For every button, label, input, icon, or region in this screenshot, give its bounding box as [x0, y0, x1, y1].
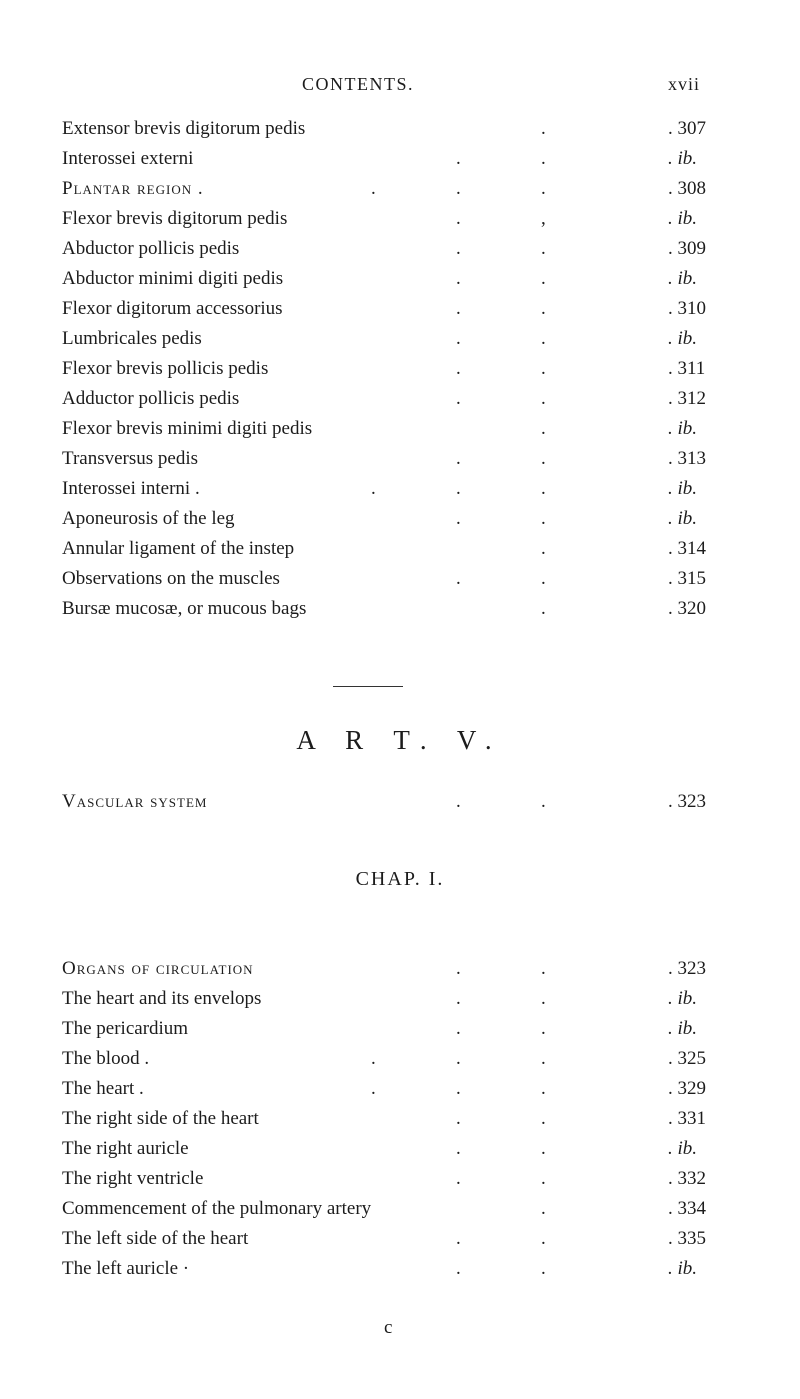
toc-entry-label: Bursæ mucosæ, or mucous bags	[62, 598, 307, 619]
leader-dot: .	[456, 238, 461, 259]
toc-entry-label: Interossei externi	[62, 148, 194, 169]
toc-entry-label: Commencement of the pulmonary artery	[62, 1198, 372, 1219]
toc-entry-page: . ib.	[668, 1018, 698, 1039]
toc-entry	[0, 1167, 800, 1191]
leader-dot: .	[456, 988, 461, 1009]
toc-entry	[0, 1227, 800, 1251]
toc-entry	[0, 387, 800, 411]
running-head	[0, 74, 800, 104]
leader-dot: .	[371, 1078, 376, 1099]
toc-entry-label: The right auricle	[62, 1138, 189, 1159]
toc-entry	[0, 417, 800, 441]
leader-dot: .	[456, 1228, 461, 1249]
toc-entry-label: The right ventricle	[62, 1168, 204, 1189]
toc-entry-page: . 335	[668, 1228, 706, 1249]
toc-entry-page: . ib.	[668, 268, 698, 289]
toc-entry	[0, 957, 800, 981]
toc-entry-label: Interossei interni .	[62, 478, 200, 499]
toc-entry	[0, 237, 800, 261]
leader-dot: .	[541, 1168, 546, 1189]
toc-entry-label: The pericardium	[62, 1018, 189, 1039]
toc-entry	[0, 1017, 800, 1041]
toc-entry-label: Flexor brevis minimi digiti pedis	[62, 418, 313, 439]
leader-dot: .	[456, 268, 461, 289]
toc-entry-label: Transversus pedis	[62, 448, 198, 469]
toc-entry-page: . ib.	[668, 478, 698, 499]
leader-dot: .	[541, 1258, 546, 1279]
toc-entry-page: . 307	[668, 118, 706, 139]
leader-dot: .	[541, 1018, 546, 1039]
leader-dot: .	[456, 1258, 461, 1279]
leader-dot: .	[541, 791, 546, 812]
toc-entry-page: . 323	[668, 958, 706, 979]
toc-entry-page: . 320	[668, 598, 706, 619]
leader-dot: .	[371, 178, 376, 199]
leader-dot: .	[541, 988, 546, 1009]
toc-entry	[0, 567, 800, 591]
leader-dot: .	[456, 1018, 461, 1039]
leader-dot: .	[456, 298, 461, 319]
toc-entry-label: Abductor minimi digiti pedis	[62, 268, 284, 289]
leader-dot: .	[541, 478, 546, 499]
leader-dot: .	[541, 328, 546, 349]
toc-entry-label: The left auricle ·	[62, 1258, 190, 1279]
leader-dot: .	[456, 358, 461, 379]
toc-entry-page: . ib.	[668, 148, 698, 169]
toc-entry-label: Aponeurosis of the leg	[62, 508, 235, 529]
leader-dot: .	[541, 508, 546, 529]
toc-entry-page: . ib.	[668, 988, 698, 1009]
toc-entry-label: Organs of circulation	[62, 958, 254, 979]
leader-dot: .	[541, 1198, 546, 1219]
leader-dot: .	[456, 1048, 461, 1069]
leader-dot: .	[541, 358, 546, 379]
leader-dot: .	[541, 118, 546, 139]
toc-entry	[0, 1077, 800, 1101]
leader-dot: .	[541, 238, 546, 259]
leader-dot: ,	[541, 208, 546, 229]
toc-entry-label: Observations on the muscles	[62, 568, 280, 589]
toc-entry	[0, 177, 800, 201]
leader-dot: .	[541, 178, 546, 199]
toc-entry-page: . ib.	[668, 328, 698, 349]
toc-entry	[0, 1137, 800, 1161]
leader-dot: .	[541, 448, 546, 469]
toc-entry-label: Lumbricales pedis	[62, 328, 202, 349]
leader-dot: .	[456, 1168, 461, 1189]
toc-entry-label: The right side of the heart	[62, 1108, 259, 1129]
toc-entry-label: The heart and its envelops	[62, 988, 262, 1009]
leader-dot: .	[541, 568, 546, 589]
toc-entry-page: . 309	[668, 238, 706, 259]
toc-entry	[0, 1257, 800, 1281]
toc-entry-label: Plantar region .	[62, 178, 204, 199]
toc-entry-page: . 313	[668, 448, 706, 469]
toc-entry	[0, 117, 800, 141]
leader-dot: .	[456, 1078, 461, 1099]
leader-dot: .	[371, 478, 376, 499]
toc-entry	[0, 327, 800, 351]
leader-dot: .	[541, 388, 546, 409]
part-heading: A R T. V.	[296, 725, 504, 755]
toc-entry	[0, 267, 800, 291]
signature-mark: c	[384, 1317, 393, 1338]
toc-entry	[0, 597, 800, 621]
toc-entry	[0, 147, 800, 171]
leader-dot: .	[541, 148, 546, 169]
running-head-title: CONTENTS.	[302, 74, 414, 94]
leader-dot: .	[371, 1048, 376, 1069]
toc-entry	[0, 207, 800, 231]
toc-entry-page: . 331	[668, 1108, 706, 1129]
leader-dot: .	[456, 508, 461, 529]
leader-dot: .	[456, 208, 461, 229]
leader-dot: .	[541, 538, 546, 559]
leader-dot: .	[456, 148, 461, 169]
running-head-page-number: xvii	[668, 74, 701, 94]
toc-entry-page: . ib.	[668, 1258, 698, 1279]
toc-entry-page: . ib.	[668, 418, 698, 439]
toc-entry-label: Abductor pollicis pedis	[62, 238, 240, 259]
chapter-heading: CHAP. I.	[355, 868, 445, 890]
leader-dot: .	[541, 1228, 546, 1249]
toc-entry-label: The blood .	[62, 1048, 150, 1069]
leader-dot: .	[541, 1078, 546, 1099]
toc-entry-page: . 329	[668, 1078, 706, 1099]
toc-entry-label: Vascular system	[62, 791, 208, 812]
toc-entry	[0, 1047, 800, 1071]
toc-entry-label: The heart .	[62, 1078, 144, 1099]
toc-entry-page: . 334	[668, 1198, 706, 1219]
leader-dot: .	[541, 268, 546, 289]
toc-entry-page: . ib.	[668, 1138, 698, 1159]
toc-entry-label: Flexor brevis pollicis pedis	[62, 358, 269, 379]
toc-entry-page: . 332	[668, 1168, 706, 1189]
leader-dot: .	[456, 478, 461, 499]
leader-dot: .	[456, 1138, 461, 1159]
leader-dot: .	[456, 958, 461, 979]
toc-entry	[0, 297, 800, 321]
leader-dot: .	[541, 298, 546, 319]
toc-entry	[0, 987, 800, 1011]
leader-dot: .	[456, 388, 461, 409]
toc-entry	[0, 507, 800, 531]
toc-entry-page: . 312	[668, 388, 706, 409]
leader-dot: .	[456, 791, 461, 812]
leader-dot: .	[456, 1108, 461, 1129]
toc-entry	[0, 1107, 800, 1131]
toc-entry-page: . 315	[668, 568, 706, 589]
toc-entry-page: . 323	[668, 791, 706, 812]
toc-entry-page: . 310	[668, 298, 706, 319]
toc-entry	[0, 537, 800, 561]
toc-entry-page: . 325	[668, 1048, 706, 1069]
leader-dot: .	[541, 1138, 546, 1159]
toc-entry-vascular	[0, 790, 800, 814]
toc-entry-label: The left side of the heart	[62, 1228, 249, 1249]
leader-dot: .	[541, 418, 546, 439]
toc-entry-page: . 314	[668, 538, 706, 559]
leader-dot: .	[456, 568, 461, 589]
toc-entry-label: Annular ligament of the instep	[62, 538, 295, 559]
leader-dot: .	[541, 1108, 546, 1129]
toc-entry-page: . 308	[668, 178, 706, 199]
leader-dot: .	[541, 958, 546, 979]
toc-entry-label: Adductor pollicis pedis	[62, 388, 240, 409]
divider-rule	[333, 686, 403, 687]
leader-dot: .	[456, 328, 461, 349]
toc-entry	[0, 357, 800, 381]
toc-entry-page: . ib.	[668, 508, 698, 529]
toc-entry	[0, 1197, 800, 1221]
toc-entry-page: . 311	[668, 358, 706, 379]
toc-entry	[0, 477, 800, 501]
toc-entry-label: Flexor digitorum accessorius	[62, 298, 283, 319]
leader-dot: .	[456, 178, 461, 199]
leader-dot: .	[541, 1048, 546, 1069]
toc-entry-label: Flexor brevis digitorum pedis	[62, 208, 288, 229]
toc-entry	[0, 447, 800, 471]
toc-entry-page: . ib.	[668, 208, 698, 229]
toc-entry-label: Extensor brevis digitorum pedis	[62, 118, 306, 139]
leader-dot: .	[456, 448, 461, 469]
leader-dot: .	[541, 598, 546, 619]
